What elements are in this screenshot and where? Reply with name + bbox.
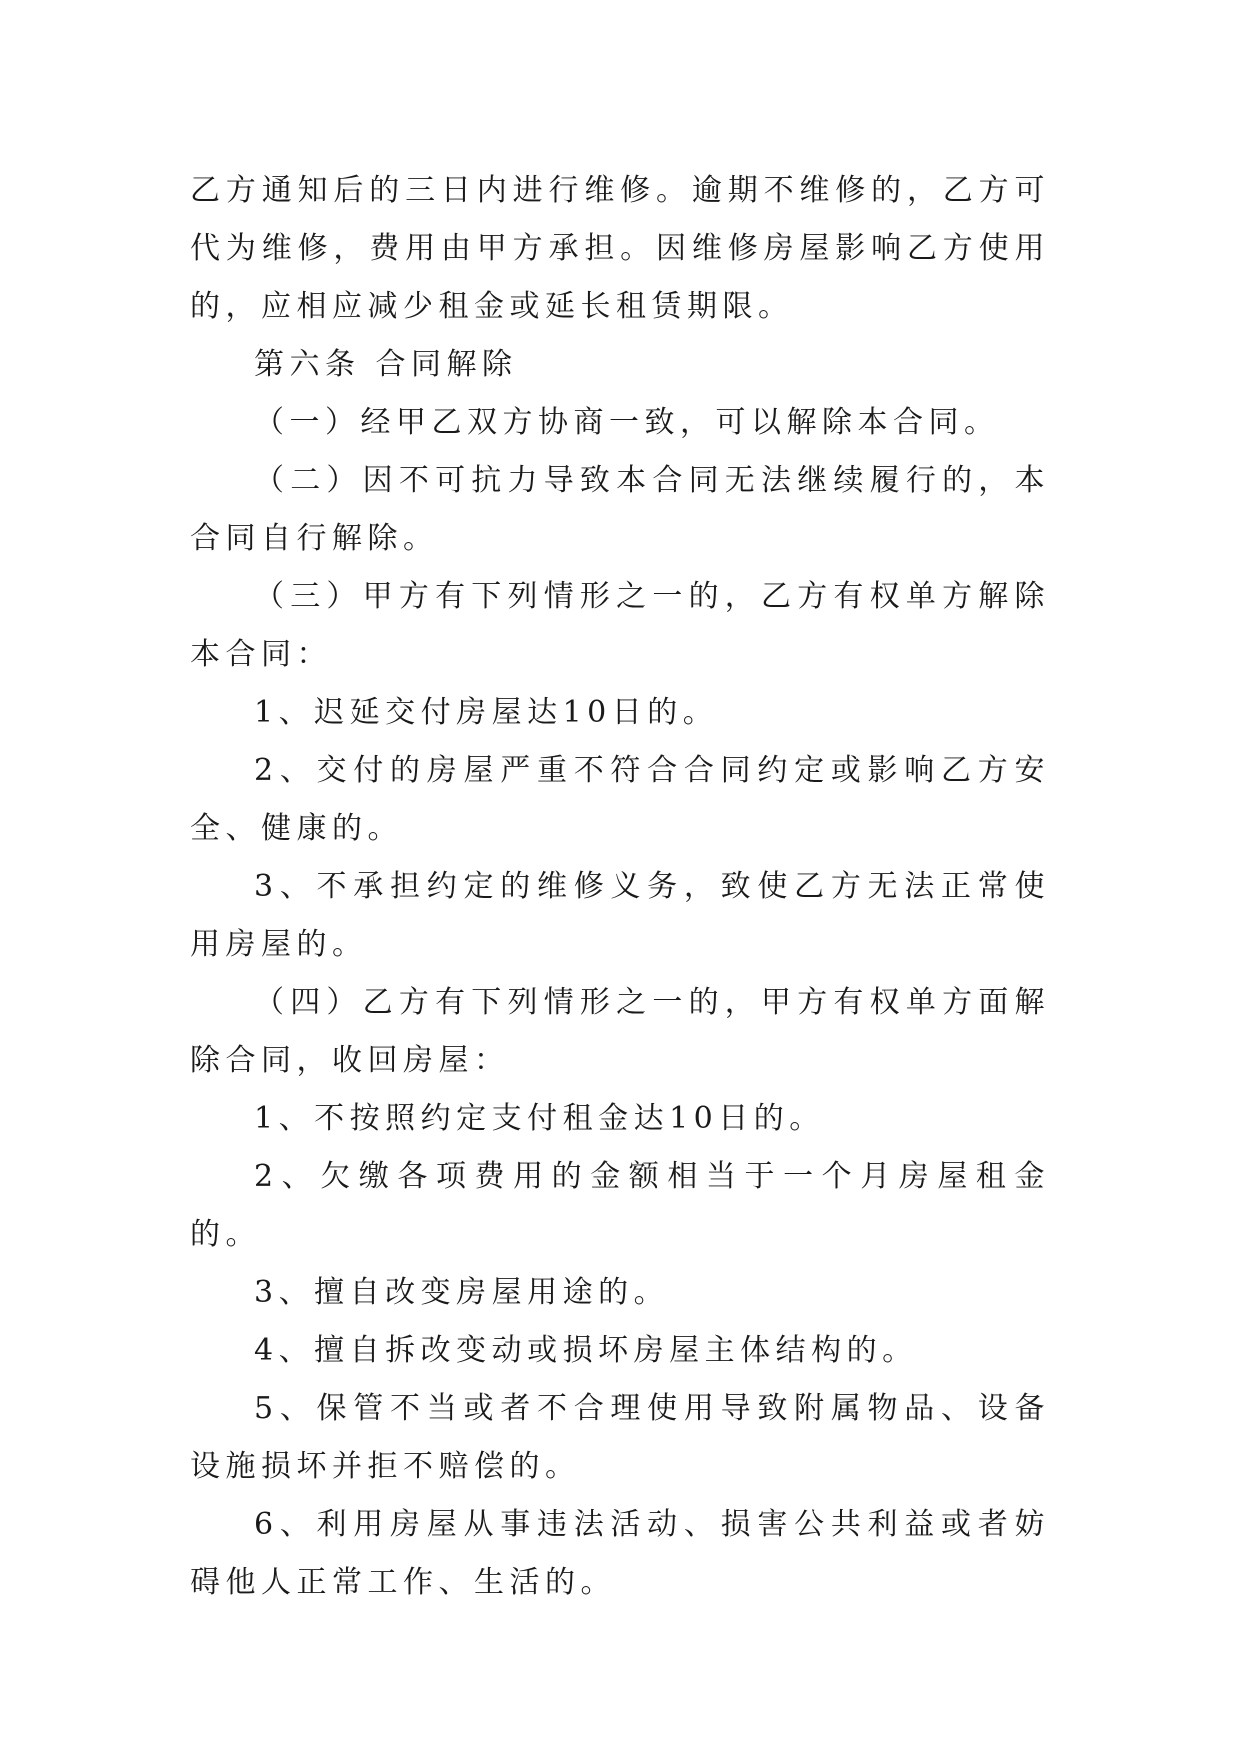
clause-3-item-3: 3、不承担约定的维修义务，致使乙方无法正常使用房屋的。	[190, 869, 1050, 962]
clause-2-force-majeure: （二）因不可抗力导致本合同无法继续履行的，本合同自行解除。	[190, 463, 1050, 556]
clause-4-party-a-termination: （四）乙方有下列情形之一的，甲方有权单方面解除合同，收回房屋：	[190, 985, 1050, 1078]
clause-1-mutual-agreement: （一）经甲乙双方协商一致，可以解除本合同。	[254, 405, 1000, 440]
article-6-heading: 第六条 合同解除	[254, 347, 518, 382]
clause-4-item-2: 2、欠缴各项费用的金额相当于一个月房屋租金的。	[190, 1159, 1050, 1252]
clause-3-item-2: 2、交付的房屋严重不符合合同约定或影响乙方安全、健康的。	[190, 753, 1050, 846]
clause-4-item-1: 1、不按照约定支付租金达10日的。	[254, 1101, 825, 1136]
clause-4-item-4: 4、擅自拆改变动或损坏房屋主体结构的。	[254, 1333, 918, 1368]
clause-4-item-6: 6、利用房屋从事违法活动、损害公共利益或者妨碍他人正常工作、生活的。	[190, 1507, 1050, 1600]
document-body	[190, 162, 1050, 1612]
paragraph-repair-continued: 乙方通知后的三日内进行维修。逾期不维修的，乙方可代为维修，费用由甲方承担。因维修房屋影响乙方使用的，应相应减少租金或延长租赁期限。	[190, 173, 1050, 324]
clause-4-item-5: 5、保管不当或者不合理使用导致附属物品、设备设施损坏并拒不赔偿的。	[190, 1391, 1050, 1484]
clause-3-party-b-termination: （三）甲方有下列情形之一的，乙方有权单方解除本合同：	[190, 579, 1050, 672]
clause-4-item-3: 3、擅自改变房屋用途的。	[254, 1275, 670, 1310]
clause-3-item-1: 1、迟延交付房屋达10日的。	[254, 695, 719, 730]
